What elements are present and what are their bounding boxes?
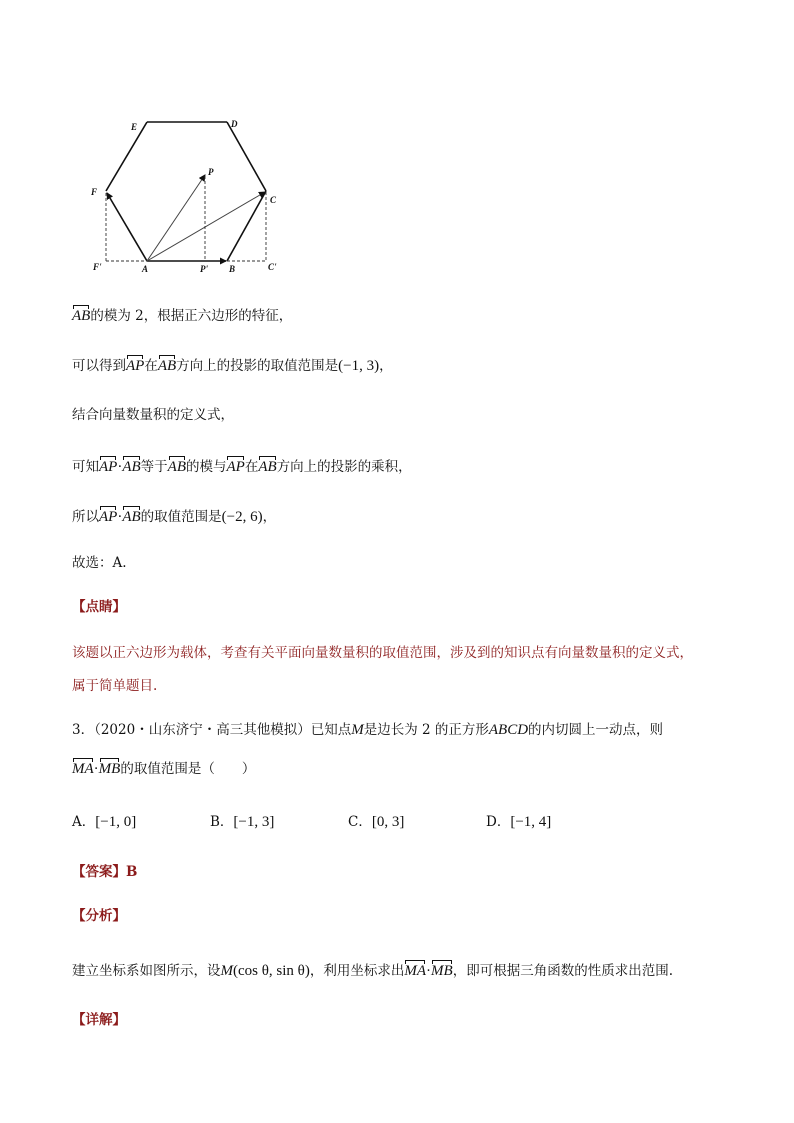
math-var: M: [351, 722, 364, 738]
option-letter: C．: [348, 814, 372, 830]
text: 方向上的投影的乘积，: [276, 459, 412, 475]
question-3-line-1: [72, 720, 663, 740]
comment-line-1: 该题以正六边形为载体，考查有关平面向量数量积的取值范围，涉及到的知识点有向量数量积的定义式，: [72, 645, 693, 661]
vector-ab: AB: [122, 455, 140, 477]
solution-line-3: [72, 405, 234, 425]
interval: (−2, 6): [221, 509, 263, 525]
comment-line-2: 属于简单题目.: [72, 678, 158, 694]
option-b: [210, 812, 274, 832]
vector-AF: [107, 193, 147, 261]
label-C: C: [270, 195, 277, 205]
text: 的模与: [185, 459, 227, 475]
label-Pp: P': [200, 264, 208, 274]
edge-CB: [227, 191, 266, 261]
option-letter: B．: [210, 814, 234, 830]
label-E: E: [131, 122, 138, 132]
analysis-heading: 【分析】: [72, 908, 126, 924]
option-value: [−1, 4]: [510, 814, 552, 830]
vector-ap: AP: [226, 455, 244, 477]
vector-ab: AB: [72, 304, 90, 326]
hexagon-figure: [80, 110, 300, 280]
vector-ap: AP: [126, 354, 144, 376]
text: 3．（2020・山东济宁・高三其他模拟）已知点: [72, 722, 352, 738]
text: 的内切圆上一动点，则: [528, 722, 664, 738]
label-D: D: [231, 119, 238, 129]
vector-ab: AB: [122, 505, 140, 527]
text: ，利用坐标求出: [309, 963, 405, 979]
dot-operator: ·: [117, 459, 123, 475]
analysis-line: [72, 959, 673, 981]
math-var: ABCD: [488, 722, 529, 738]
vector-AP: [147, 175, 205, 261]
text: ，: [379, 358, 393, 374]
edge-FE: [106, 122, 147, 191]
option-d: [486, 812, 551, 832]
text: 的取值范围是（ ）: [120, 761, 256, 777]
solution-line-6: [72, 553, 127, 573]
vector-ma: MA: [404, 959, 426, 981]
option-letter: A．: [72, 814, 96, 830]
section-heading-dianjing: 【点睛】: [72, 599, 126, 615]
label-B: B: [229, 264, 236, 274]
solution-line-4: [72, 455, 412, 477]
text: 的取值范围是: [140, 509, 222, 525]
label-A: A: [142, 264, 149, 274]
text: 方向上的投影的取值范围是: [176, 358, 339, 374]
text: 在: [144, 358, 158, 374]
interval: (−1, 3): [338, 358, 380, 374]
option-letter: D．: [486, 814, 511, 830]
solution-line-2: [72, 354, 393, 376]
dot-operator: ·: [117, 509, 123, 525]
vector-ab: AB: [258, 455, 276, 477]
option-value: [0, 3]: [371, 814, 405, 830]
text: 结合向量数量积的定义式，: [72, 407, 234, 423]
dot-operator: ·: [426, 963, 432, 979]
text: ，: [262, 509, 277, 525]
question-3-line-2: [72, 757, 255, 779]
text: 故选：A.: [72, 555, 127, 571]
dot-operator: ·: [93, 761, 99, 777]
vector-AC: [147, 192, 265, 261]
label-Fp: F': [93, 262, 102, 272]
text: ，即可根据三角函数的性质求出范围.: [452, 963, 674, 979]
math-var: M: [220, 963, 233, 979]
vector-mb: MB: [99, 757, 121, 779]
label-F: F: [91, 187, 98, 197]
text: 建立坐标系如图所示，设: [72, 963, 221, 979]
option-a: [72, 812, 136, 832]
vector-ap: AP: [99, 505, 117, 527]
text: 的模为 2，根据正六边形的特征，: [90, 308, 293, 324]
text: 可以得到: [72, 358, 126, 374]
vector-mb: MB: [431, 959, 453, 981]
vector-ap: AP: [99, 455, 117, 477]
vector-ab: AB: [168, 455, 186, 477]
text: 可知: [72, 459, 99, 475]
text: 是边长为 2 的正方形: [363, 722, 489, 738]
solution-line-5: [72, 505, 276, 527]
answer-heading: 【答案】B: [72, 864, 138, 880]
label-Cp: C': [268, 262, 277, 272]
text: 在: [244, 459, 259, 475]
text: 所以: [72, 509, 99, 525]
text: 等于: [140, 459, 168, 475]
edge-DC: [227, 122, 266, 191]
vector-ma: MA: [72, 757, 94, 779]
coordinate: (cos θ, sin θ): [233, 963, 310, 979]
solution-line-1: [72, 304, 292, 326]
option-c: [348, 812, 404, 832]
option-value: [−1, 3]: [233, 814, 275, 830]
option-value: [−1, 0]: [95, 814, 137, 830]
label-P: P: [208, 167, 214, 177]
detail-heading: 【详解】: [72, 1012, 126, 1028]
vector-ab: AB: [158, 354, 176, 376]
